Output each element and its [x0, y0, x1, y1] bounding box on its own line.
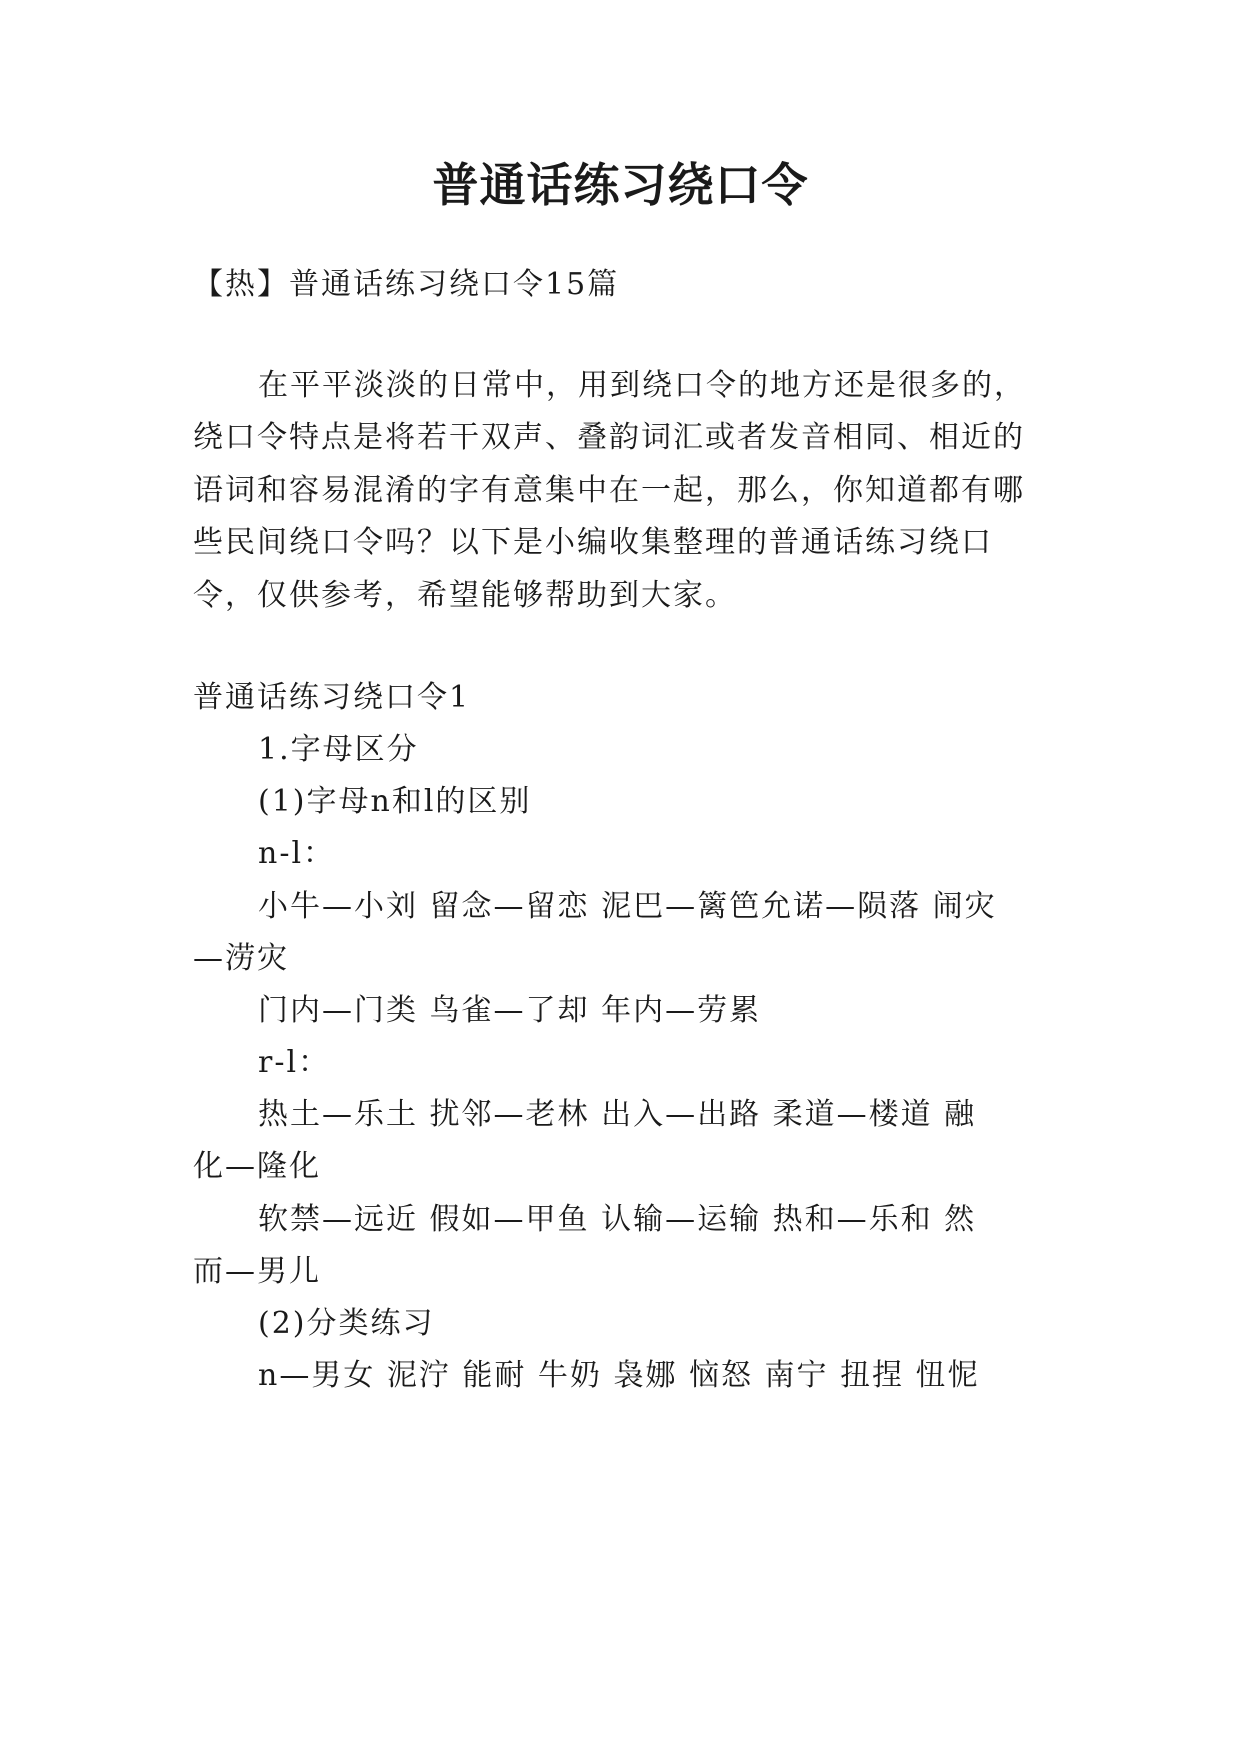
body-line: —涝灾: [193, 941, 289, 976]
intro-line: 语词和容易混淆的字有意集中在一起，那么，你知道都有哪: [193, 473, 1025, 508]
body-line: 小牛—小刘 留念—留恋 泥巴—篱笆允诺—陨落 闹灾: [258, 889, 997, 924]
body-line: (2)分类练习: [258, 1306, 435, 1341]
body-line: 1.字母区分: [258, 732, 419, 767]
document-title: 普通话练习绕口令: [432, 158, 809, 212]
body-line: 化—隆化: [193, 1149, 321, 1184]
body-line: (1)字母n和l的区别: [258, 784, 532, 819]
body-line: n-l：: [258, 836, 336, 871]
body-line: 而—男儿: [193, 1254, 321, 1289]
intro-line: 些民间绕口令吗？以下是小编收集整理的普通话练习绕口: [193, 525, 993, 560]
body-line: 热土—乐土 扰邻—老林 出入—出路 柔道—楼道 融: [258, 1097, 977, 1132]
body-line: n—男女 泥泞 能耐 牛奶 袅娜 恼怒 南宁 扭捏 忸怩: [258, 1358, 980, 1393]
intro-line: 绕口令特点是将若干双声、叠韵词汇或者发音相同、相近的: [193, 420, 1025, 455]
body-line: 软禁—远近 假如—甲鱼 认输—运输 热和—乐和 然: [258, 1202, 977, 1237]
body-line: 门内—门类 鸟雀—了却 年内—劳累: [258, 993, 762, 1028]
document-subtitle: 【热】普通话练习绕口令15篇: [193, 267, 620, 302]
body-line: r-l：: [258, 1045, 331, 1080]
intro-line: 令，仅供参考，希望能够帮助到大家。: [193, 578, 737, 613]
intro-line: 在平平淡淡的日常中，用到绕口令的地方还是很多的，: [258, 368, 1026, 403]
section-heading: 普通话练习绕口令1: [193, 680, 471, 715]
